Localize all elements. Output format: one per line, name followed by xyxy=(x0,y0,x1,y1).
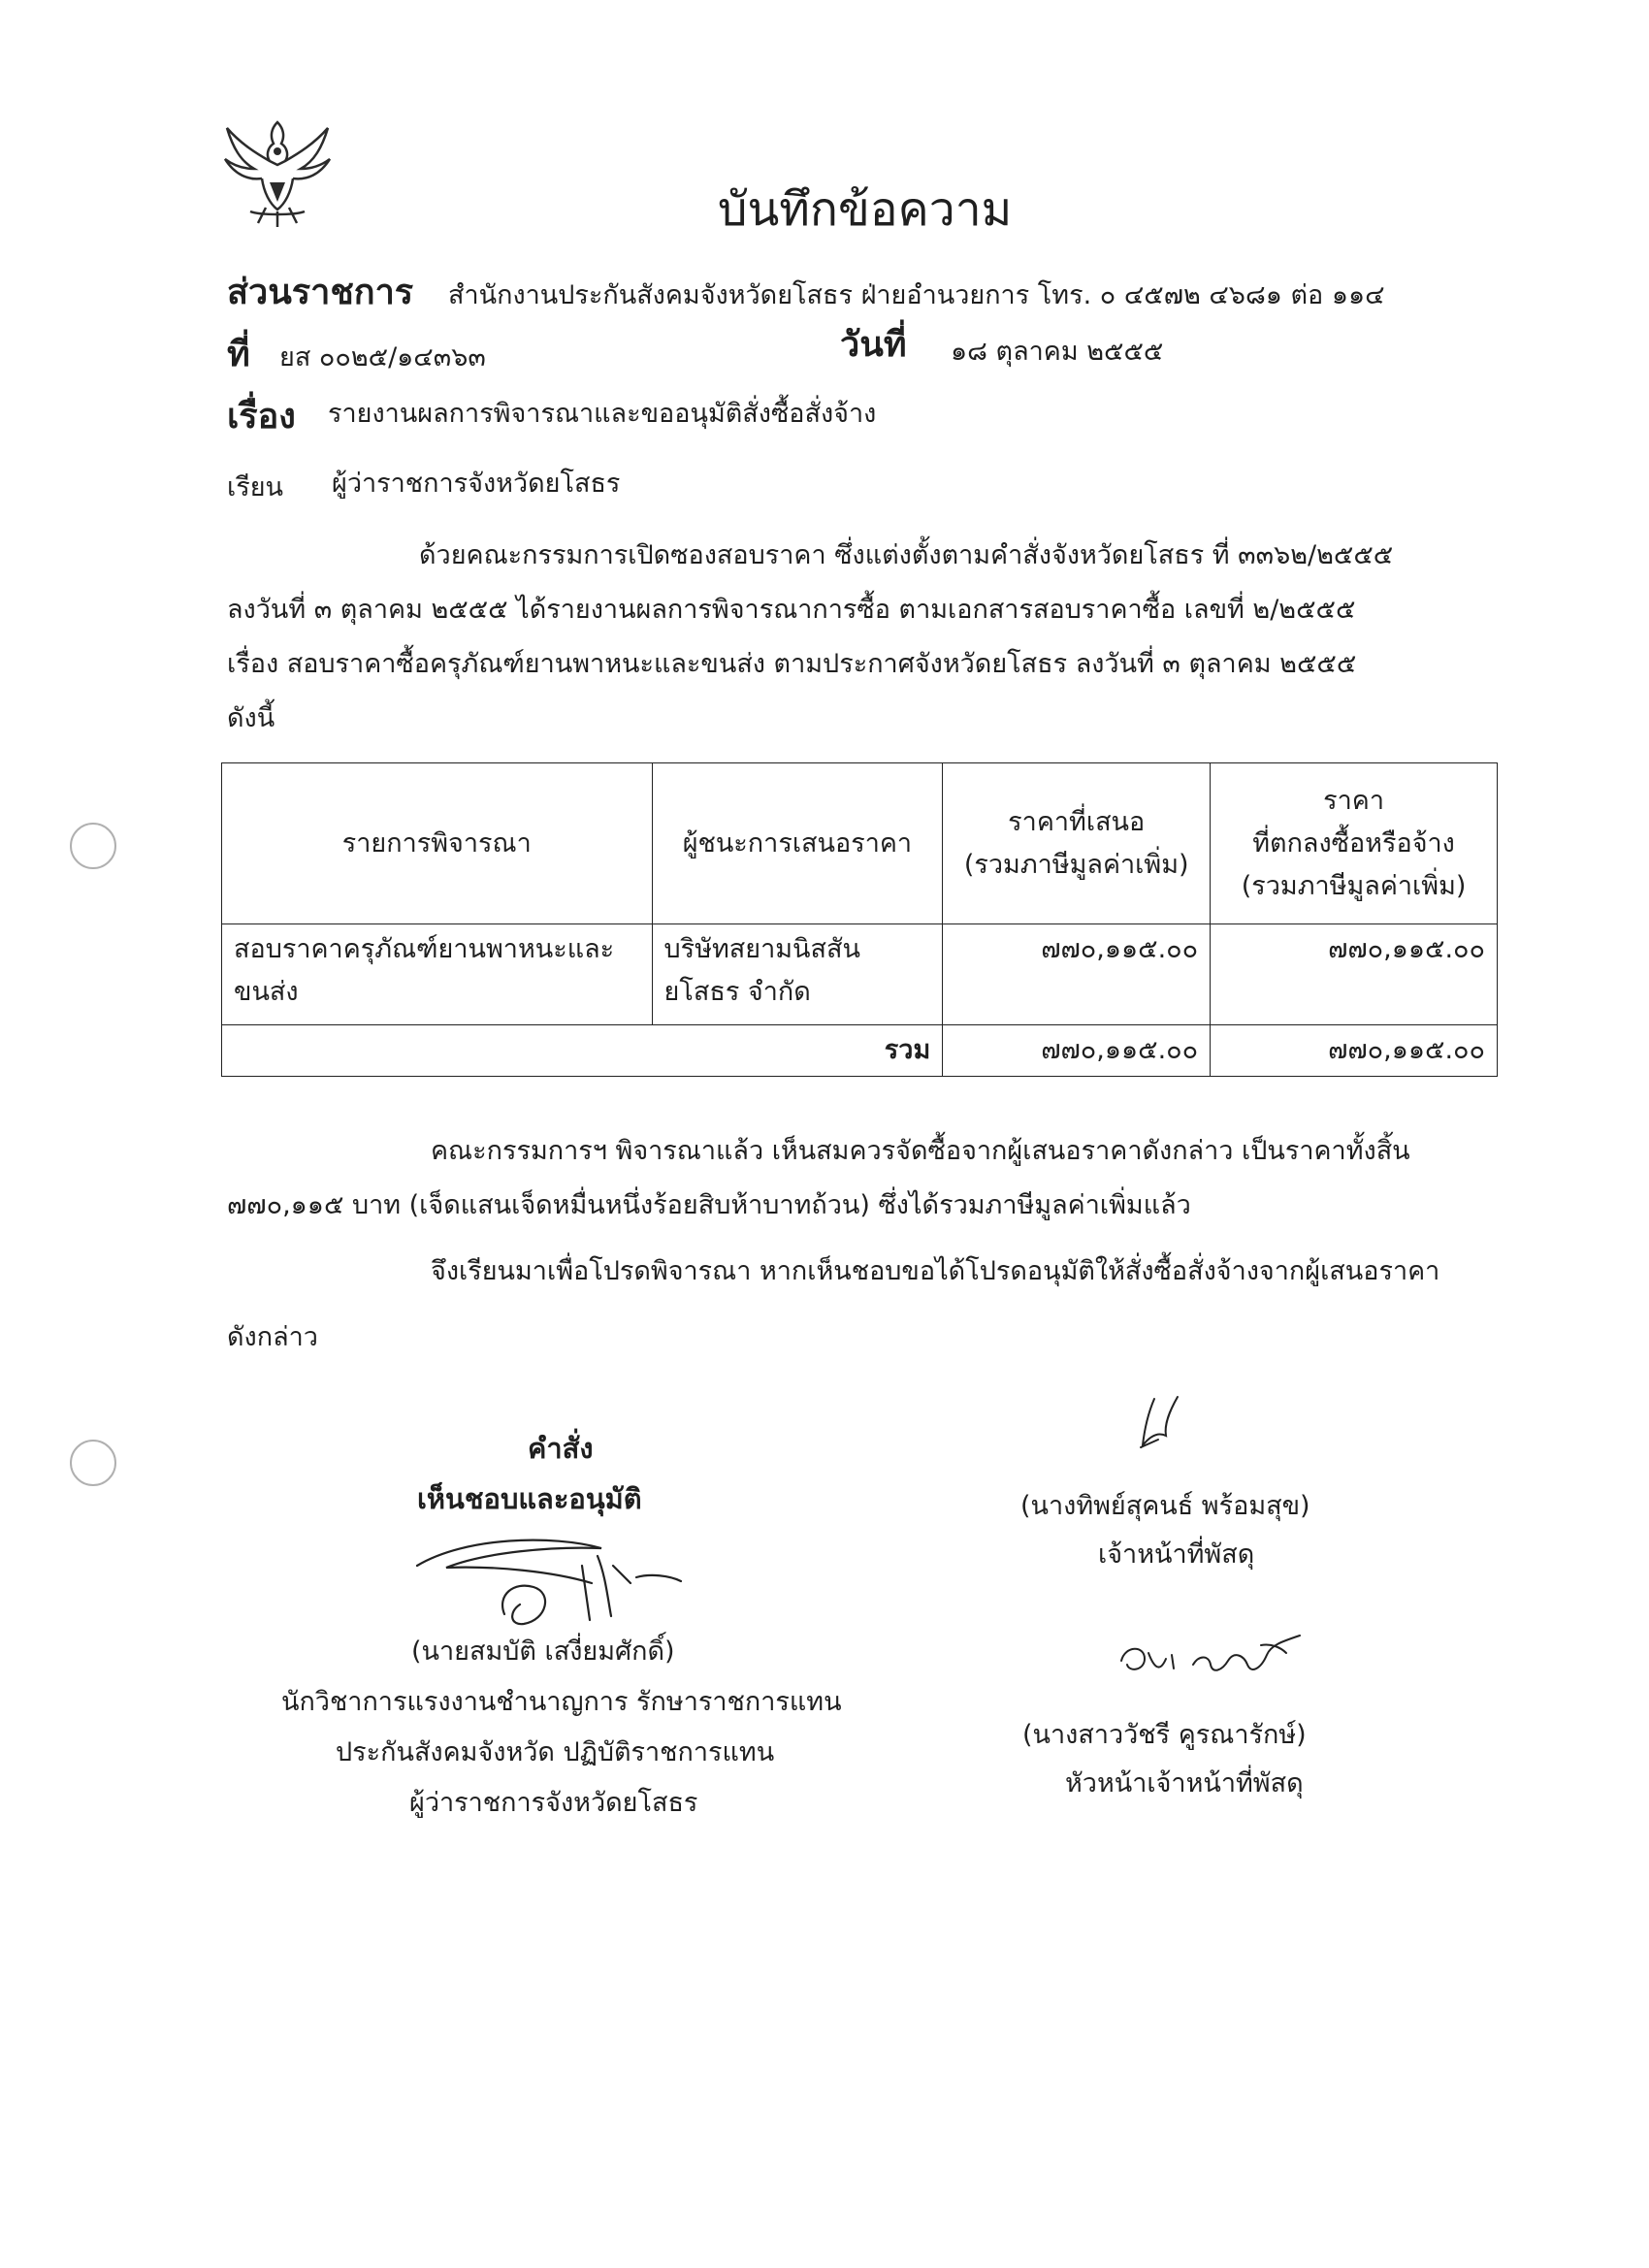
approver-title-3: ผู้ว่าราชการจังหวัดยโสธร xyxy=(409,1788,698,1818)
officer1-title: เจ้าหน้าที่พัสดุ xyxy=(1098,1539,1255,1570)
table-row xyxy=(222,924,1498,1025)
date-label: วันที่ xyxy=(840,325,907,365)
subject-label: เรื่อง xyxy=(227,397,296,437)
total-agreed: ๗๗๐,๑๑๕.๐๐ xyxy=(1211,1025,1498,1077)
intro-line-2: ลงวันที่ ๓ ตุลาคม ๒๕๕๕ ได้รายงานผลการพิจารณาการซื้อ ตามเอกสารสอบราคาซื้อ เลขที่ ๒/๒๕๕๕ xyxy=(227,595,1356,625)
header-agreed: ราคา ที่ตกลงซื้อหรือจ้าง (รวมภาษีมูลค่าเพิ่ม) xyxy=(1211,763,1498,924)
para2-line-2: ๗๗๐,๑๑๕ บาท (เจ็ดแสนเจ็ดหมื่นหนึ่งร้อยสิบห้าบาทถ้วน) ซึ่งได้รวมภาษีมูลค่าเพิ่มแล้ว xyxy=(227,1190,1191,1220)
row-offer: ๗๗๐,๑๑๕.๐๐ xyxy=(943,924,1211,1025)
order-decision: เห็นชอบและอนุมัติ xyxy=(417,1482,642,1515)
to-label: เรียน xyxy=(227,472,284,502)
approver-name: (นายสมบัติ เสงี่ยมศักดิ์) xyxy=(411,1636,675,1667)
header-offer: ราคาที่เสนอ (รวมภาษีมูลค่าเพิ่ม) xyxy=(943,763,1211,924)
table-header-row xyxy=(222,763,1498,924)
total-offer: ๗๗๐,๑๑๕.๐๐ xyxy=(943,1025,1211,1077)
intro-line-1: ด้วยคณะกรรมการเปิดซองสอบราคา ซึ่งแต่งตั้งตามคำสั่งจังหวัดยโสธร ที่ ๓๓๖๒/๒๕๕๕ xyxy=(419,540,1394,570)
header-item: รายการพิจารณา xyxy=(222,763,653,924)
header-winner: ผู้ชนะการเสนอราคา xyxy=(652,763,943,924)
date-value: ๑๘ ตุลาคม ๒๕๕๕ xyxy=(951,337,1164,367)
officer2-title: หัวหน้าเจ้าหน้าที่พัสดุ xyxy=(1065,1768,1304,1798)
para3-line-1: จึงเรียนมาเพื่อโปรดพิจารณา หากเห็นชอบขอได้โปรดอนุมัติให้สั่งซื้อสั่งจ้างจากผู้เสนอราคา xyxy=(431,1256,1440,1286)
order-heading: คำสั่ง xyxy=(528,1432,594,1465)
garuda-emblem-icon xyxy=(221,114,334,231)
approver-signature xyxy=(407,1527,689,1634)
row-agreed: ๗๗๐,๑๑๕.๐๐ xyxy=(1211,924,1498,1025)
officer2-name: (นางสาววัชรี คูรณารักษ์) xyxy=(1022,1720,1307,1750)
officer2-signature xyxy=(1116,1626,1310,1694)
total-label: รวม xyxy=(222,1025,943,1077)
officer1-signature xyxy=(1116,1389,1203,1457)
row-item: สอบราคาครุภัณฑ์ยานพาหนะและ ขนส่ง xyxy=(222,924,653,1025)
approver-title-1: นักวิชาการแรงงานชำนาญการ รักษาราชการแทน xyxy=(281,1687,842,1717)
punch-hole-top xyxy=(70,823,116,869)
subject-value: รายงานผลการพิจารณาและขออนุมัติสั่งซื้อสั่งจ้าง xyxy=(328,399,877,429)
row-winner: บริษัทสยามนิสสัน ยโสธร จำกัด xyxy=(652,924,943,1025)
consideration-table xyxy=(221,762,1498,1077)
ref-label: ที่ xyxy=(227,335,250,374)
dept-label: ส่วนราชการ xyxy=(227,273,414,312)
dept-value: สำนักงานประกันสังคมจังหวัดยโสธร ฝ่ายอำนวยการ โทร. ๐ ๔๕๗๒ ๔๖๘๑ ต่อ ๑๑๔ xyxy=(448,280,1385,310)
ref-value: ยส ๐๐๒๕/๑๔๓๖๓ xyxy=(279,342,486,373)
intro-line-3: เรื่อง สอบราคาซื้อครุภัณฑ์ยานพาหนะและขนส่ง ตามประกาศจังหวัดยโสธร ลงวันที่ ๓ ตุลาคม ๒๕๕๕ xyxy=(227,649,1357,679)
officer1-name: (นางทิพย์สุคนธ์ พร้อมสุข) xyxy=(1020,1491,1310,1521)
para2-line-1: คณะกรรมการฯ พิจารณาแล้ว เห็นสมควรจัดซื้อจากผู้เสนอราคาดังกล่าว เป็นราคาทั้งสิ้น xyxy=(431,1136,1410,1166)
to-value: ผู้ว่าราชการจังหวัดยโสธร xyxy=(332,469,621,499)
memo-title: บันทึกข้อความ xyxy=(718,182,1013,237)
table-total-row xyxy=(222,1025,1498,1077)
punch-hole-bottom xyxy=(70,1440,116,1486)
approver-title-2: ประกันสังคมจังหวัด ปฏิบัติราชการแทน xyxy=(336,1737,775,1767)
para3-line-2: ดังกล่าว xyxy=(227,1322,318,1352)
intro-line-4: ดังนี้ xyxy=(227,703,275,733)
